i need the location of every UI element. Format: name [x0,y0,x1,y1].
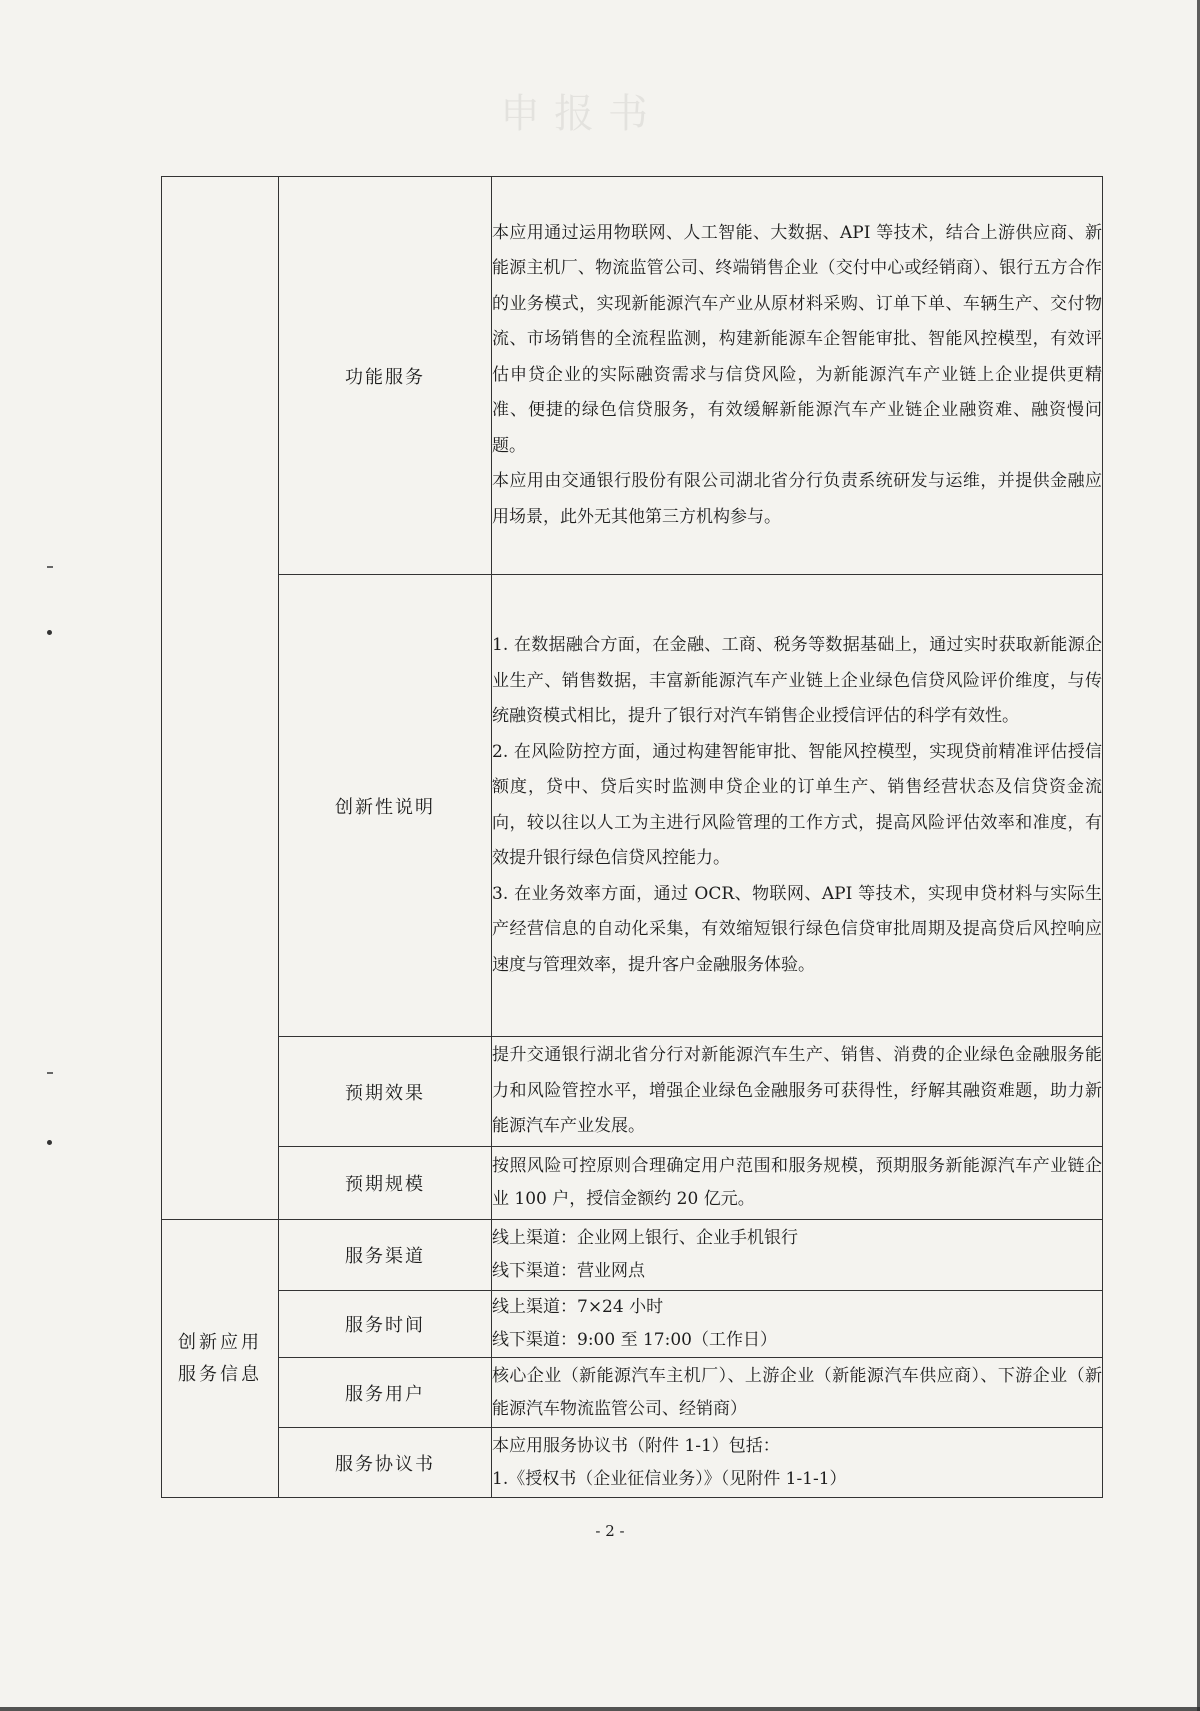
row-service-agreement [162,1428,1103,1498]
channel-online: 线上渠道：企业网上银行、企业手机银行 [492,1228,798,1248]
label-service-channel: 服务渠道 [279,1220,492,1291]
time-online: 线上渠道：7×24 小时 [492,1297,664,1317]
content-service-users [492,1358,1103,1428]
paragraph: 2. 在风险防控方面，通过构建智能审批、智能风控模型，实现贷前精准评估授信额度，贷中、贷后实时监测申贷企业的订单生产、销售经营状态及信贷资金流向，较以往以人工为主进行风险管理的工作方式，提高风险评估效率和准度，有效提升银行绿色信贷风控能力。 [492,741,1102,868]
label-service-agreement: 服务协议书 [279,1428,492,1498]
group-cell-empty [162,177,279,1220]
content-function-service [492,177,1103,575]
time-offline: 线下渠道：9:00 至 17:00（工作日） [492,1330,777,1350]
paragraph: 核心企业（新能源汽车主机厂）、上游企业（新能源汽车供应商）、下游企业（新能源汽车物流监管公司、经销商） [492,1365,1102,1419]
paragraph: 本应用通过运用物联网、人工智能、大数据、API 等技术，结合上游供应商、新能源主机厂、物流监管公司、终端销售企业（交付中心或经销商）、银行五方合作的业务模式，实现新能源汽车产业从原材料采购、订单下单、车辆生产、交付物流、市场销售的全流程监测，构建新能源车企智能审批、智能风控模型，有效评估申贷企业的实际融资需求与信贷风险，为新能源汽车产业链上企业提供更精准、便捷的绿色信贷服务，有效缓解新能源汽车产业链企业融资难、融资慢问题。 [492,222,1102,456]
row-service-users [162,1358,1103,1428]
scan-edge-bottom [0,1707,1200,1711]
label-service-users: 服务用户 [279,1358,492,1428]
group-label-line: 创新应用 [178,1331,262,1353]
row-expected-scale [162,1147,1103,1220]
group-label-service-info [162,1220,279,1498]
row-service-channel [162,1220,1103,1291]
content-expected-effect [492,1037,1103,1147]
application-info-table [161,176,1103,1498]
group-label-line: 服务信息 [178,1363,262,1385]
row-function-service [162,177,1103,575]
content-service-agreement [492,1428,1103,1498]
paragraph: 1. 在数据融合方面，在金融、工商、税务等数据基础上，通过实时获取新能源企业生产、销售数据，丰富新能源汽车产业链上企业绿色信贷风险评价维度，与传统融资模式相比，提升了银行对汽车销售企业授信评估的科学有效性。 [492,635,1102,726]
content-innovation [492,575,1103,1037]
agreement-item-1: 1.《授权书（企业征信业务）》（见附件 1-1-1） [492,1468,847,1489]
page-number: - 2 - [595,1522,625,1540]
scan-mark [47,1072,53,1074]
paragraph: 按照风险可控原则合理确定用户范围和服务规模，预期服务新能源汽车产业链企业 100 户，授信金额约 20 亿元。 [492,1156,1102,1209]
paragraph: 3. 在业务效率方面，通过 OCR、物联网、API 等技术，实现申贷材料与实际生产经营信息的自动化采集，有效缩短银行绿色信贷审批周期及提高贷后风控响应速度与管理效率，提升客户金融服务体验。 [492,883,1102,975]
row-service-time [162,1291,1103,1358]
bleed-through-watermark: 申报书 [500,91,662,137]
paragraph: 提升交通银行湖北省分行对新能源汽车生产、销售、消费的企业绿色金融服务能力和风险管控水平，增强企业绿色金融服务可获得性，纾解其融资难题，助力新能源汽车产业发展。 [492,1045,1102,1137]
label-service-time: 服务时间 [279,1291,492,1358]
scan-mark [47,1140,52,1145]
label-expected-scale: 预期规模 [279,1147,492,1220]
content-service-channel [492,1220,1103,1291]
label-function-service: 功能服务 [279,177,492,575]
channel-offline: 线下渠道：营业网点 [492,1261,645,1281]
row-innovation [162,575,1103,1037]
paragraph: 本应用由交通银行股份有限公司湖北省分行负责系统研发与运维，并提供金融应用场景，此外无其他第三方机构参与。 [492,471,1102,527]
label-innovation: 创新性说明 [279,575,492,1037]
label-expected-effect: 预期效果 [279,1037,492,1147]
content-service-time [492,1291,1103,1358]
agreement-intro: 本应用服务协议书（附件 1-1）包括： [492,1435,780,1456]
row-expected-effect [162,1037,1103,1147]
scan-mark [47,566,53,568]
scan-mark [47,630,52,635]
content-expected-scale [492,1147,1103,1220]
